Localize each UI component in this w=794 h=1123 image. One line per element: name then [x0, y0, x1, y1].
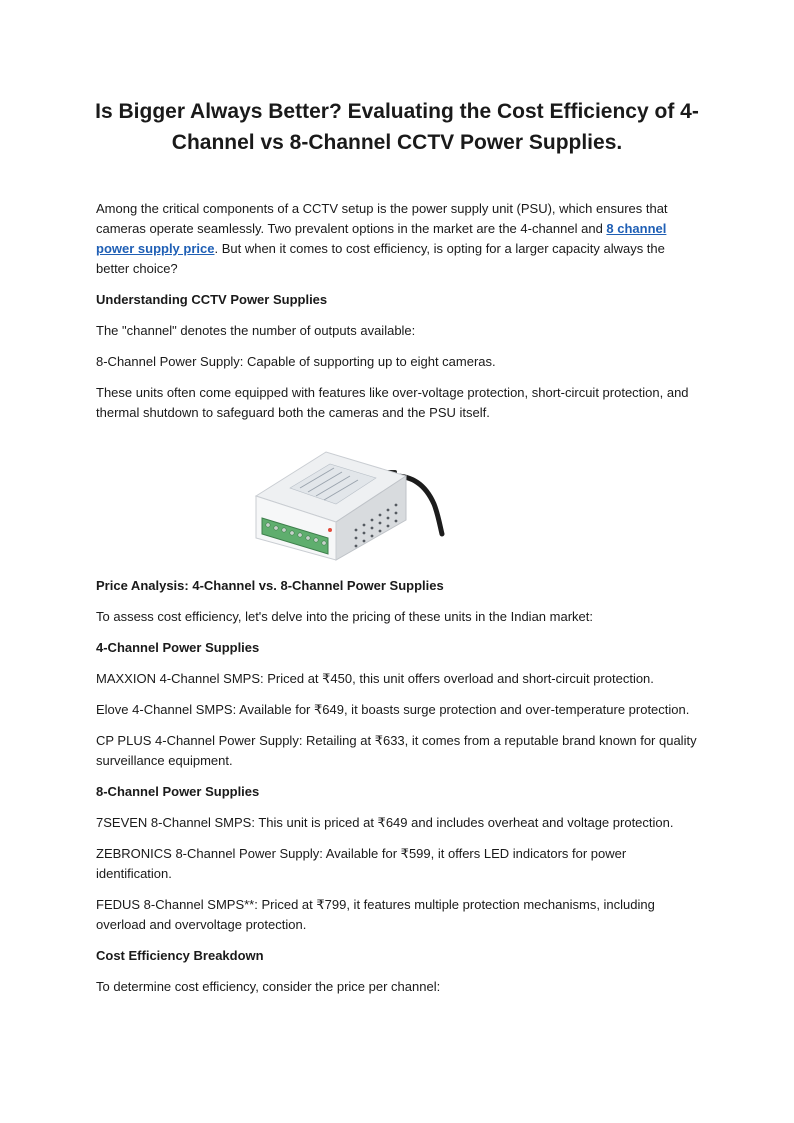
understanding-paragraph-2: 8-Channel Power Supply: Capable of supporting up to eight cameras. — [96, 354, 496, 369]
intro-text-before-link: Among the critical components of a CCTV setup is the power supply unit (PSU), which ensures that cameras operate seamlessly. Two prevalent options in the market are the 4-channel and — [96, 201, 668, 236]
eight-channel-item: FEDUS 8-Channel SMPS**: Priced at ₹799, it features multiple protection mechanisms, including overload and overvoltage protection. — [96, 897, 655, 932]
page-title: Is Bigger Always Better? Evaluating the Cost Efficiency of 4-Channel vs 8-Channel CCTV Power Supplies. — [95, 100, 699, 154]
understanding-paragraph-1: The "channel" denotes the number of outputs available: — [96, 323, 416, 338]
article-body — [96, 199, 700, 1008]
understanding-paragraph-3: These units often come equipped with features like over-voltage protection, short-circuit protection, and thermal shutdown to safeguard both the cameras and the PSU itself. — [96, 385, 689, 420]
power-supply-unit-image — [238, 434, 448, 562]
price-analysis-heading: Price Analysis: 4-Channel vs. 8-Channel Power Supplies — [96, 578, 444, 593]
eight-channel-item: 7SEVEN 8-Channel SMPS: This unit is priced at ₹649 and includes overheat and voltage protection. — [96, 815, 674, 830]
cost-efficiency-heading: Cost Efficiency Breakdown — [96, 948, 264, 963]
price-link[interactable]: 8 channel power supply price — [96, 221, 667, 256]
four-channel-item: CP PLUS 4-Channel Power Supply: Retailing at ₹633, it comes from a reputable brand known for quality surveillance equipment. — [96, 733, 697, 768]
price-analysis-intro: To assess cost efficiency, let's delve into the pricing of these units in the Indian market: — [96, 609, 593, 624]
four-channel-heading: 4-Channel Power Supplies — [96, 640, 260, 655]
understanding-heading: Understanding CCTV Power Supplies — [96, 292, 328, 307]
four-channel-item: MAXXION 4-Channel SMPS: Priced at ₹450, this unit offers overload and short-circuit protection. — [96, 671, 654, 686]
status-led — [328, 528, 332, 532]
cost-efficiency-intro: To determine cost efficiency, consider the price per channel: — [96, 979, 441, 994]
intro-paragraph — [96, 199, 700, 279]
eight-channel-heading: 8-Channel Power Supplies — [96, 784, 260, 799]
eight-channel-item: ZEBRONICS 8-Channel Power Supply: Available for ₹599, it offers LED indicators for power identification. — [96, 846, 627, 881]
four-channel-item: Elove 4-Channel SMPS: Available for ₹649, it boasts surge protection and over-temperature protection. — [96, 702, 690, 717]
intro-text-after-link: . But when it comes to cost efficiency, is opting for a larger capacity always the better choice? — [96, 241, 665, 276]
